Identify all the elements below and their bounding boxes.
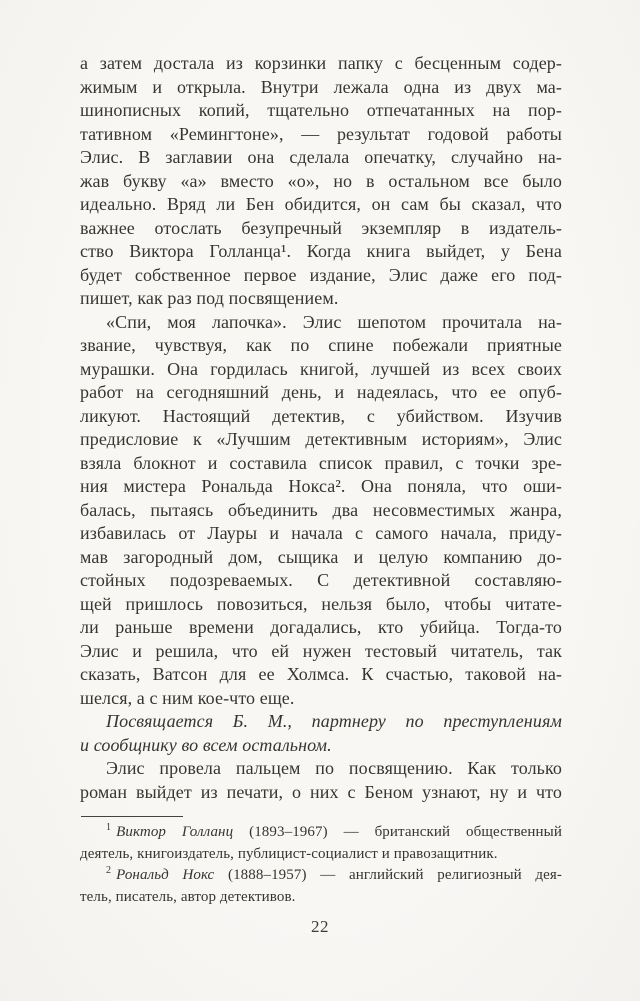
text-line: важнее отослать безупречный экземпляр в издатель-	[80, 217, 562, 238]
text-line: тативном «Ремингтоне», — результат годовой работы	[80, 123, 562, 144]
text-line: мурашки. Она гордилась книгой, лучшей из всех своих	[80, 358, 562, 379]
text-line: роман выйдет из печати, о них с Беном узнают, ну и что	[80, 781, 562, 802]
dedication-line: и сообщнику во всем остальном.	[80, 734, 332, 755]
text-line: сказать, Ватсон для ее Холмса. К счастью, таковой на-	[80, 664, 562, 684]
footnote-1-line-2: деятель, книгоиздатель, публицист-социалист и правозащитник.	[80, 845, 498, 862]
text-line: жав букву «а» вместо «о», но в остальном все было	[80, 170, 562, 191]
footnote-1-line-1	[80, 822, 562, 844]
text-line: идеально. Вряд ли Бен обидится, он сам бы сказал, что	[80, 194, 562, 214]
text-line: «Спи, моя лапочка». Элис шепотом прочитала на-	[106, 311, 562, 332]
paragraph-1	[80, 52, 562, 311]
text-line: Элис. В заглавии она сделала опечатку, случайно на-	[80, 147, 562, 167]
footnote-2-line-2: тель, писатель, автор детективов.	[80, 888, 296, 905]
dedication-line: Посвящается Б. М., партнеру по преступлениям	[106, 711, 562, 731]
text-line: предисловие к «Лучшим детективным историям», Элис	[80, 429, 562, 449]
text-line: балась, пытаясь объединить два несовместимых жанра,	[80, 499, 562, 520]
footnote-divider	[81, 816, 183, 817]
text-line: избавилась от Лауры и начала с самого начала, приду-	[80, 523, 562, 543]
text-line: звание, чувствуя, как по спине побежали приятные	[80, 335, 562, 355]
text-line: ли раньше времени догадались, кто убийца. Тогда-то	[80, 617, 562, 637]
footnote-1-name: Виктор Голланц	[116, 824, 234, 840]
footnote-2-text: (1888–1957) — английский религиозный дея-	[214, 867, 562, 883]
page-number: 22	[311, 917, 329, 936]
text-line: ство Виктора Голланца¹. Когда книга выйдет, у Бена	[80, 241, 562, 261]
footnote-2-marker: 2	[106, 865, 112, 876]
paragraph-2	[80, 311, 562, 711]
text-line: будет собственное первое издание, Элис даже его под-	[80, 264, 562, 285]
dedication-paragraph	[80, 710, 562, 757]
text-line: мав загородный дом, сыщика и целую компанию до-	[80, 546, 562, 567]
text-line: работ на сегодняшний день, и надеялась, что ее опуб-	[80, 382, 562, 402]
footnote-1-text: (1893–1967) — британский общественный	[233, 824, 562, 840]
text-line: шелся, а с ним кое-что еще.	[80, 687, 295, 708]
text-line: Элис и решила, что ей нужен тестовый читатель, так	[80, 640, 562, 661]
page-body	[80, 52, 562, 804]
text-line: стойных подозреваемых. С детективной составляю-	[80, 570, 562, 590]
text-line: пишет, как раз под посвящением.	[80, 288, 339, 308]
text-line: ния мистера Рональда Нокса². Она поняла, что оши-	[80, 476, 562, 496]
text-line: щей пришлось повозиться, нельзя было, чтобы читате-	[80, 593, 562, 614]
text-line: а затем достала из корзинки папку с бесценным содер-	[80, 53, 562, 73]
footnote-1-marker: 1	[106, 822, 112, 833]
footnote-2-name: Рональд Нокс	[116, 867, 215, 883]
footnote-2-line-1	[80, 865, 562, 887]
footnotes-section	[80, 816, 562, 908]
text-line: взяла блокнот и составила список правил, с точки зре-	[80, 452, 562, 473]
text-line: шинописных копий, тщательно отпечатанных на пор-	[80, 100, 562, 120]
text-line: Элис провела пальцем по посвящению. Как только	[106, 758, 562, 778]
paragraph-4	[80, 757, 562, 804]
text-line: жимым и открыла. Внутри лежала одна из двух ма-	[80, 76, 562, 97]
text-line: ликуют. Настоящий детектив, с убийством. Изучив	[80, 405, 562, 426]
